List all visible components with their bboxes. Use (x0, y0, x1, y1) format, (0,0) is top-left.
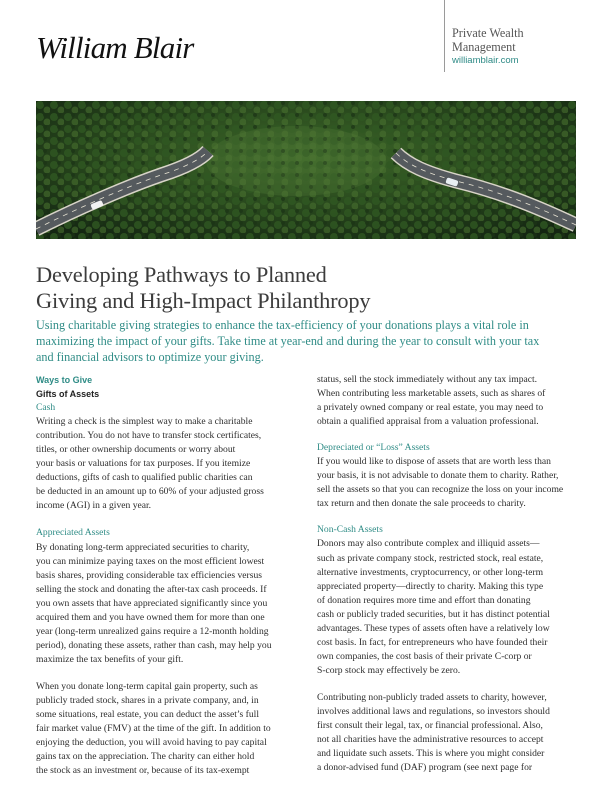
cash-heading: Cash (36, 402, 56, 414)
body-line: status, sell the stock immediately without any tax impact. (317, 374, 538, 385)
body-line: sell the assets so that you can recognize the loss on your income (317, 484, 564, 496)
body-line: selling the stock and donating the after-tax cash proceeds. If (36, 583, 267, 595)
body-line: alternative investments, cryptocurrency, or other long-term (317, 566, 544, 578)
continued-paragraph (317, 373, 579, 429)
body-line: publicly traded stock, shares in a private company, and, in (36, 694, 259, 706)
body-line: your basis, it is not advisable to donate them to charity. Rather, (317, 470, 559, 482)
body-line: first consult their legal, tax, or financial professional. Also, (317, 720, 543, 732)
left-column (36, 373, 308, 778)
body-line: acquired them and you have owned them for more than one (36, 611, 265, 623)
capital-gain-paragraph (36, 680, 308, 778)
brand-line-2: Management (452, 40, 516, 54)
right-column (317, 373, 579, 775)
section-heading: Ways to Give (36, 375, 93, 385)
body-line: When you donate long-term capital gain property, such as (36, 680, 258, 692)
body-line: own companies, the cost basis of their private C-corp or (317, 650, 532, 662)
non-cash-assets-paragraph (317, 537, 579, 677)
body-line: cash or publicly traded securities, but it has distinct potential (317, 608, 550, 620)
spacer (317, 678, 579, 691)
body-line: contribution. You do not have to transfer stock certificates, (36, 430, 262, 442)
appreciated-assets-heading: Appreciated Assets (36, 527, 110, 539)
non-cash-assets-heading: Non-Cash Assets (317, 524, 383, 536)
body-line: advantages. These types of assets often have a relatively low (317, 622, 550, 634)
body-line: fair market value (FMV) at the time of the gift. In addition to (36, 723, 271, 735)
body-line: obtain a qualified appraisal from a valuation professional. (317, 416, 539, 428)
body-line: some situations, real estate, you can deduct the asset’s full (36, 709, 259, 721)
body-line: and liquidate such assets. This is where you might consider (317, 748, 545, 760)
body-line: S-corp stock may effectively be zero. (317, 664, 461, 676)
intro-line: and financial advisors to optimize your giving. (36, 349, 264, 364)
spacer (36, 667, 308, 680)
body-line: be deducted in an amount up to 60% of your adjusted gross (36, 486, 264, 498)
website-link[interactable]: williamblair.com (452, 55, 519, 66)
body-line: Donors may also contribute complex and illiquid assets— (317, 538, 540, 550)
body-line: not all charities have the administrative resources to accept (317, 734, 544, 746)
body-line: titles, or other ownership documents or worry about (36, 444, 236, 456)
brand-line-1: Private Wealth (452, 26, 524, 40)
body-line: cost basis. In fact, for entrepreneurs who have founded their (317, 636, 548, 648)
intro-line: Using charitable giving strategies to enhance the tax-efficiency of your donations plays a vital role in (36, 318, 529, 332)
spacer (317, 511, 579, 523)
brand-block (452, 26, 524, 68)
title-line: Developing Pathways to Planned (36, 262, 327, 287)
body-line: enjoying the deduction, you will avoid having to pay capital (36, 737, 267, 749)
header-divider (444, 0, 445, 72)
body-line: your basis or valuations for tax purposes. If you itemize (36, 458, 251, 470)
spacer (36, 513, 308, 526)
body-line: income (AGI) in a given year. (36, 500, 152, 512)
body-line: Contributing non-publicly traded assets to charity, however, (317, 691, 547, 703)
title-line: Giving and High-Impact Philanthropy (36, 287, 371, 313)
body-line: period), donating these assets, rather than cash, may help you (36, 639, 272, 651)
depreciated-assets-heading: Depreciated or “Loss” Assets (317, 442, 430, 454)
hero-image-forest-roads (36, 101, 576, 239)
body-line: such as private company stock, restricted stock, real estate, (317, 552, 544, 564)
body-line: When contributing less marketable assets, such as shares of (317, 388, 546, 400)
body-line: appreciated property—directly to charity. Making this type (317, 580, 544, 592)
page-title (36, 262, 370, 313)
cash-paragraph (36, 415, 308, 513)
body-line: If you would like to dispose of assets that are worth less than (317, 456, 551, 468)
body-line: the stock as an investment or, because of its tax-exempt (36, 765, 250, 777)
body-line: tax return and then donate the sale proceeds to charity. (317, 498, 526, 510)
body-line: a donor-advised fund (DAF) program (see next page for (317, 762, 533, 774)
intro-paragraph (36, 318, 539, 365)
body-line: deductions, gifts of cash to qualified public charities can (36, 472, 253, 484)
body-line: a privately owned company or real estate, you may need to (317, 402, 544, 414)
body-line: Writing a check is the simplest way to make a charitable (36, 416, 253, 428)
appreciated-assets-paragraph (36, 541, 308, 667)
subsection-heading: Gifts of Assets (36, 389, 100, 400)
non-public-assets-paragraph (317, 691, 579, 775)
body-line: of donation requires more time and effort than donating (317, 594, 531, 606)
body-line: involves additional laws and regulations, so investors should (317, 705, 550, 717)
body-line: By donating long-term appreciated securities to charity, (36, 541, 250, 553)
body-line: maximize the tax benefits of your gift. (36, 653, 184, 665)
body-line: basis shares, providing considerable tax efficiencies versus (36, 569, 263, 581)
body-line: you own assets that have appreciated significantly since you (36, 597, 268, 609)
depreciated-assets-paragraph (317, 455, 579, 511)
body-line: gains tax on the appreciation. The charity can either hold (36, 751, 255, 763)
body-line: you can minimize paying taxes on the most efficient lowest (36, 555, 265, 567)
body-line: year (long-term unrealized gains require a 12-month holding (36, 625, 269, 637)
spacer (317, 429, 579, 441)
company-logo: William Blair (36, 30, 194, 65)
intro-line: maximizing the impact of your gifts. Take time at year-end and during the year to consult with your tax (36, 333, 540, 348)
